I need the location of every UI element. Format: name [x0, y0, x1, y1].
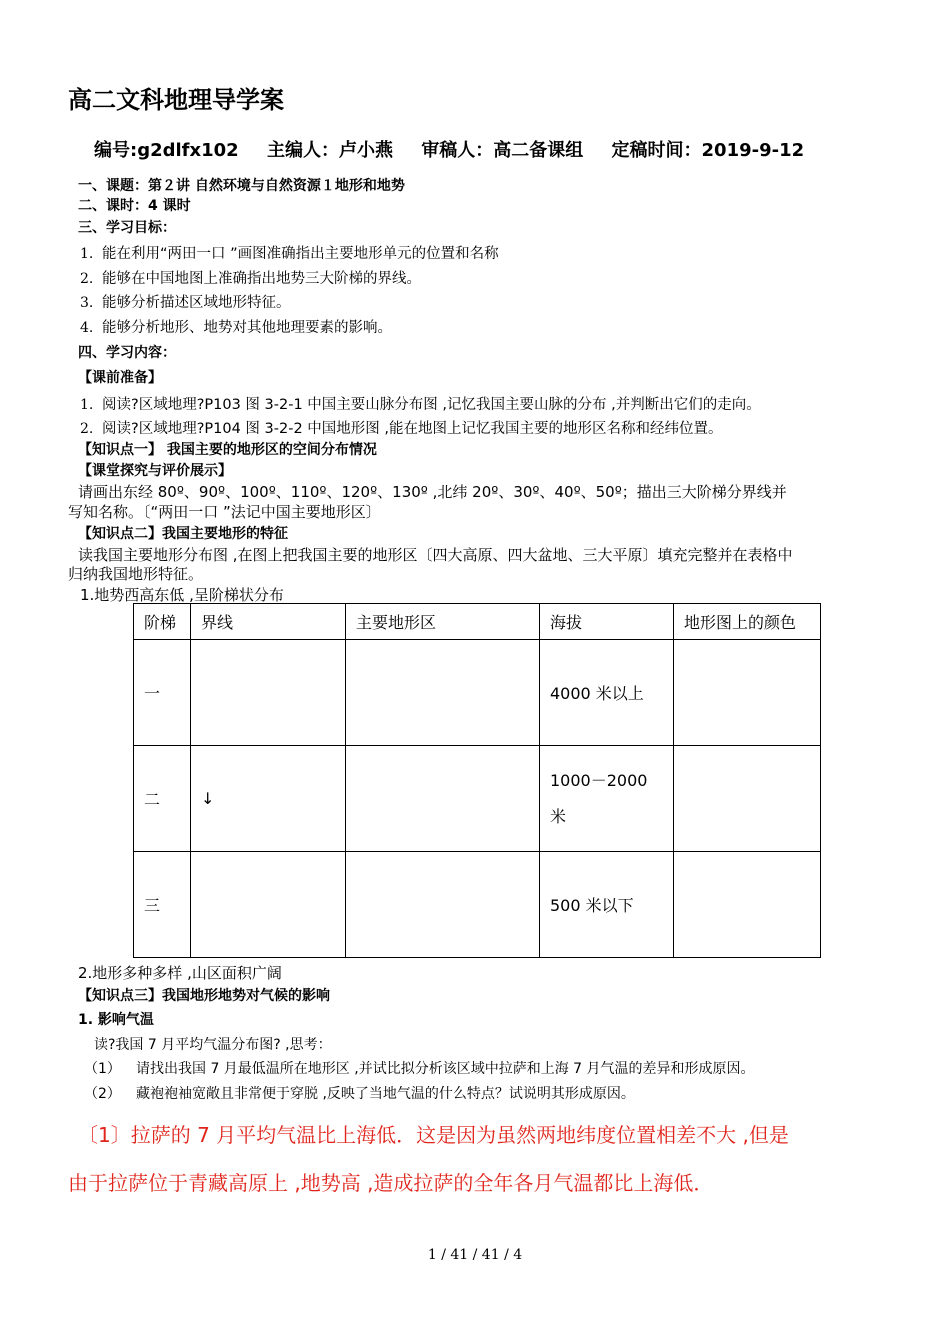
hours-line: 二、课时：4 课时	[78, 198, 191, 214]
knowledge-point-3-heading: 【知识点三】我国地形地势对气候的影响	[78, 988, 330, 1004]
page-title: 高二文科地理导学案	[68, 86, 284, 114]
header-cell: 主要地形区	[346, 604, 540, 640]
region-cell	[346, 640, 540, 746]
k2-text-line-1: 读我国主要地形分布图 ,在图上把我国主要的地形区〔四大高原、四大盆地、三大平原〕填充完整并在表格中	[78, 546, 793, 564]
doc-date: 定稿时间：2019-9-12	[611, 140, 805, 161]
header-cell: 界线	[191, 604, 346, 640]
goal-item: 1. 能在利用“两田一口 ”画图准确指出主要地形单元的位置和名称	[80, 246, 499, 262]
boundary-cell: ↓	[191, 746, 346, 852]
explore-heading: 【课堂探究与评价展示】	[78, 463, 232, 479]
point-1: 1.地势西高东低 ,呈阶梯状分布	[80, 586, 284, 604]
topic-line: 一、课题：第２讲 自然环境与自然资源１地形和地势	[78, 178, 405, 194]
doc-meta	[94, 136, 804, 162]
answer-line-1: 〔1〕拉萨的 7 月平均气温比上海低．这是因为虽然两地纬度位置相差不大 ,但是	[78, 1123, 789, 1147]
goals-heading: 三、学习目标：	[78, 220, 176, 236]
header-cell: 地形图上的颜色	[674, 604, 821, 640]
question-item: （1） 请找出我国 7 月最低温所在地形区 ,并试比拟分析该区域中拉萨和上海 7 月气温的差异和形成原因。	[84, 1061, 755, 1077]
color-cell	[674, 746, 821, 852]
knowledge-point-1-heading: 【知识点一】 我国主要的地形区的空间分布情况	[78, 442, 377, 458]
color-cell	[674, 852, 821, 958]
doc-reviewer: 审稿人：高二备课组	[421, 140, 584, 161]
k3-read-instruction: 读?我国 7 月平均气温分布图? ,思考：	[94, 1037, 332, 1053]
color-cell	[674, 640, 821, 746]
goal-item: 4. 能够分析地形、地势对其他地理要素的影响。	[80, 320, 392, 336]
k3-subheading: 1. 影响气温	[78, 1012, 154, 1028]
page-footer: 1 / 41 / 41 / 4	[427, 1247, 523, 1263]
answer-line-2: 由于拉萨位于青藏高原上 ,地势高 ,造成拉萨的全年各月气温都比上海低．	[68, 1171, 714, 1195]
altitude-cell: 500 米以下	[540, 852, 674, 958]
altitude-cell: 1000－2000 米	[540, 746, 674, 852]
doc-editor: 主编人：卢小燕	[266, 140, 393, 161]
header-cell: 阶梯	[134, 604, 191, 640]
table-row	[134, 746, 821, 852]
prep-item: 2. 阅读?区域地理?P104 图 3-2-2 中国地形图 ,能在地图上记忆我国主要的地形区名称和经纬位置。	[80, 421, 723, 437]
point-2: 2.地形多种多样 ,山区面积广阔	[78, 964, 282, 982]
region-cell	[346, 746, 540, 852]
table-header-row	[134, 604, 821, 640]
prep-heading: 【课前准备】	[78, 370, 162, 386]
boundary-cell	[191, 852, 346, 958]
header-cell: 海拔	[540, 604, 674, 640]
explore-text-line-1: 请画出东经 80º、90º、100º、110º、120º、130º ,北纬 20º、30º、40º、50º；描出三大阶梯分界线并	[78, 483, 787, 501]
goal-item: 2. 能够在中国地图上准确指出地势三大阶梯的界线。	[80, 271, 421, 287]
step-cell: 二	[134, 746, 191, 852]
step-cell: 三	[134, 852, 191, 958]
goal-item: 3. 能够分析描述区域地形特征。	[80, 295, 291, 311]
knowledge-point-2-heading: 【知识点二】我国主要地形的特征	[78, 526, 288, 542]
question-item: （2） 藏袍袍袖宽敞且非常便于穿脱 ,反映了当地气温的什么特点？试说明其形成原因。	[84, 1086, 635, 1102]
k2-text-line-2: 归纳我国地形特征。	[68, 565, 204, 583]
altitude-cell: 4000 米以上	[540, 640, 674, 746]
table-row	[134, 852, 821, 958]
table-row	[134, 640, 821, 746]
terrain-steps-table	[133, 603, 821, 958]
prep-item: 1. 阅读?区域地理?P103 图 3-2-1 中国主要山脉分布图 ,记忆我国主要山脉的分布 ,并判断出它们的走向。	[80, 397, 761, 413]
content-heading: 四、学习内容：	[78, 345, 176, 361]
doc-code: 编号:g2dlfx102	[94, 140, 239, 161]
boundary-cell	[191, 640, 346, 746]
step-cell: 一	[134, 640, 191, 746]
explore-text-line-2: 写知名称。〔“两田一口 ”法记中国主要地形区〕	[68, 503, 381, 521]
region-cell	[346, 852, 540, 958]
